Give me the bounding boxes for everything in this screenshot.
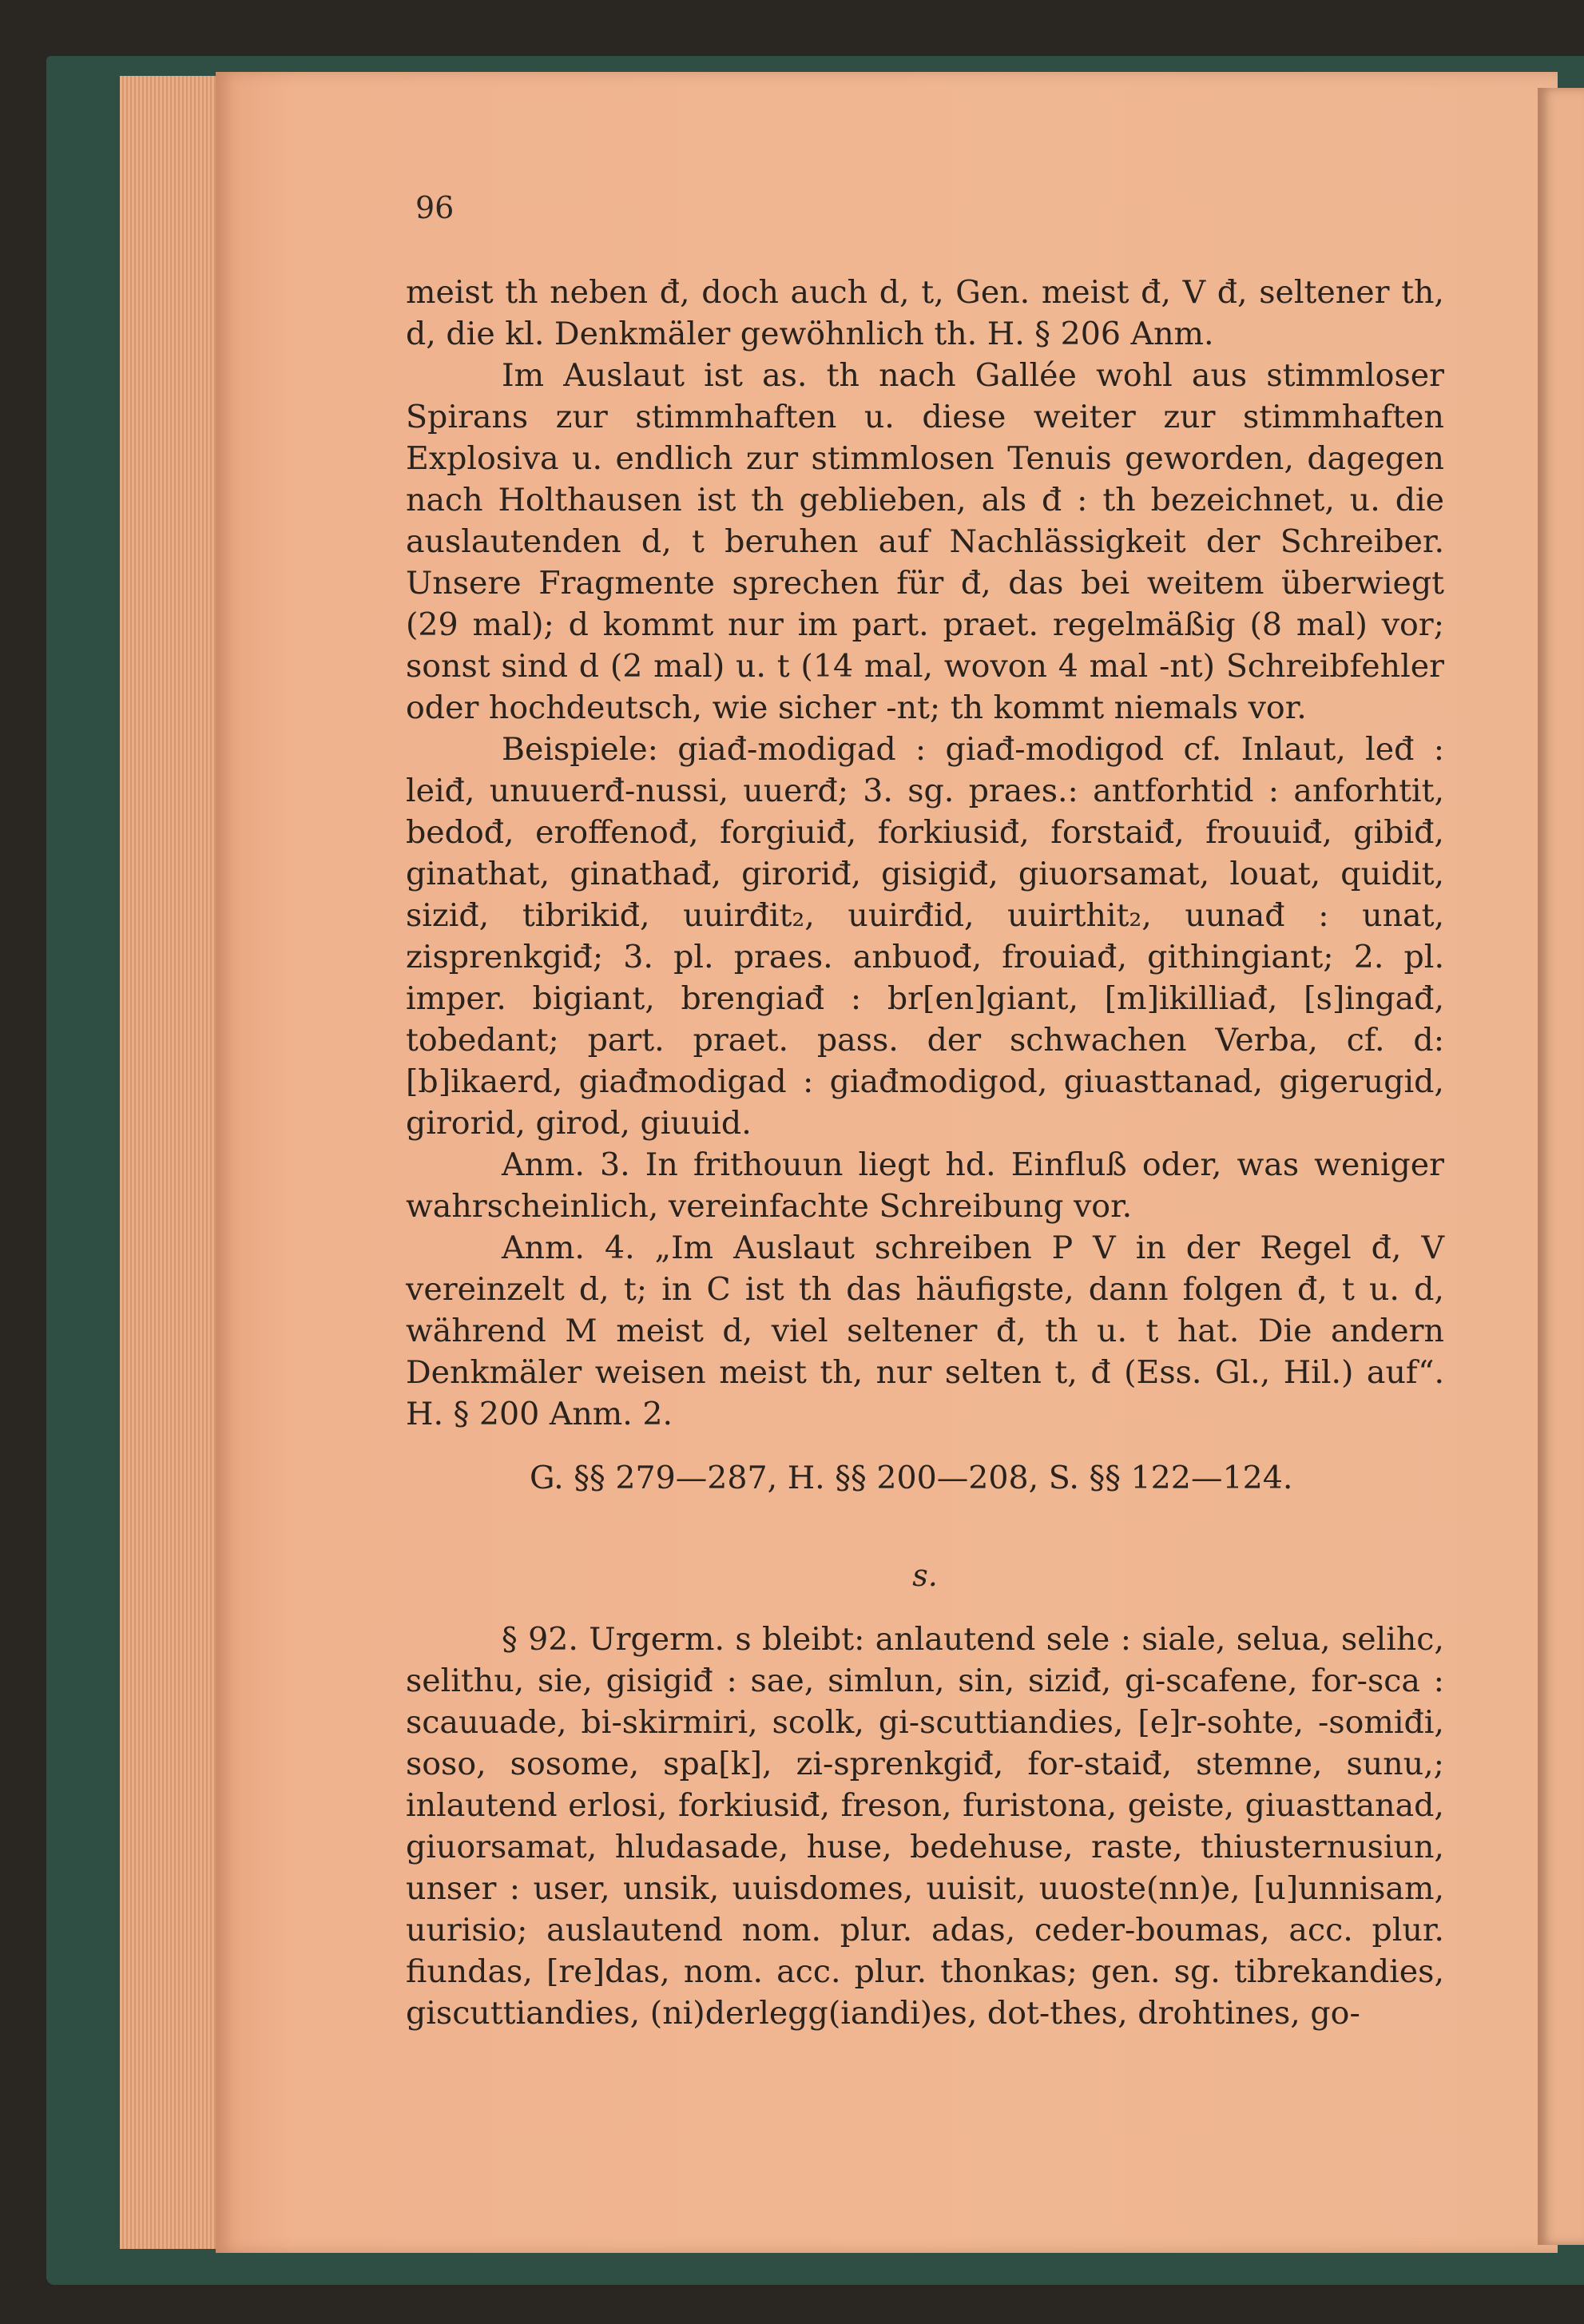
section-heading: s. [912,1558,938,1593]
references-line: G. §§ 279—287, H. §§ 200—208, S. §§ 122—124. [530,1460,1293,1496]
page-text [406,272,1444,2034]
paragraph-5: Anm. 4. „Im Auslaut schreiben P V in der Regel đ, V vereinzelt d, t; in C ist th das häufigste, dann folgen đ, t u. d, während M meist d, viel seltener đ, th u. t hat. Die andern Denkmäler weisen meist th, nur selten t, đ (Ess. Gl., Hil.) auf“. H. § 200 Anm. 2. [406,1230,1444,1432]
paragraph-section-92: § 92. Urgerm. s bleibt: anlautend sele : siale, selua, selihc, selithu, sie, gisigiđ : sae, simlun, sin, siziđ, gi-scafene, for-sca : scauuade, bi-skirmiri, scolk, gi-scuttiandies, [e]r-sohte, -somiđi, soso, sosome, spa[k], zi-sprenkgiđ, for-staiđ, stemne, sunu,; inlautend erlosi, forkiusiđ, freson, furistona, geiste, giuasttanad, giuorsamat, hludasade, huse, bedehuse, raste, thiusternusiun, unser : user, unsik, uuisdomes, uuisit, uuoste(nn)e, [u]unnisam, uurisio; auslautend nom. plur. adas, ceder-boumas, acc. plur. fiundas, [re]das, nom. acc. plur. thonkas; gen. sg. tibrekandies, giscuttiandies, (ni)derlegg(iandi)es, dot-thes, drohtines, go- [406,1621,1444,2032]
paragraph-1: meist th neben đ, doch auch d, t, Gen. meist đ, V đ, seltener th, d, die kl. Denkmäler gewöhnlich th. H. § 206 Anm. [406,274,1444,352]
paragraph-3: Beispiele: giađ-modigad : giađ-modigod cf. Inlaut, leđ : leiđ, unuuerđ-nussi, uuerđ; 3. sg. praes.: antforhtid : anforhtit, bedođ, eroffenođ, forgiuiđ, forkiusiđ, forstaiđ, frouuiđ, gibiđ, ginathat, ginathađ, giroriđ, gisigiđ, giuorsamat, louat, quidit, siziđ, tibrikiđ, uuirđit₂, uuirđid, uuirthit₂, uunađ : unat, zisprenkgiđ; 3. pl. praes. anbuođ, frouiađ, githingiant; 2. pl. imper. bigiant, brengiađ : br[en]giant, [m]ikilliađ, [s]ingađ, tobedant; part. praet. pass. der schwachen Verba, cf. d: [b]ikaerd, giađmodigad : giađmodigod, giuasttanad, gigerugid, girorid, girod, giuuid. [406,731,1444,1142]
paragraph-4: Anm. 3. In frithouun liegt hd. Einfluß oder, was weniger wahrscheinlich, vereinfachte Schreibung vor. [406,1146,1444,1225]
page-edges [120,76,224,2249]
facing-page-edge [1538,88,1584,2245]
paragraph-2: Im Auslaut ist as. th nach Gallée wohl aus stimmloser Spirans zur stimmhaften u. diese weiter zur stimmhaften Explosiva u. endlich zur stimmlosen Tenuis geworden, dagegen nach Holthausen ist th geblieben, als đ : th bezeichnet, u. die auslautenden d, t beruhen auf Nachlässigkeit der Schreiber. Unsere Fragmente sprechen für đ, das bei weitem überwiegt (29 mal); d kommt nur im part. praet. regelmäßig (8 mal) vor; sonst sind d (2 mal) u. t (14 mal, wovon 4 mal -nt) Schreibfehler oder hochdeutsch, wie sicher -nt; th kommt niemals vor. [406,357,1444,726]
page-number: 96 [415,190,455,225]
